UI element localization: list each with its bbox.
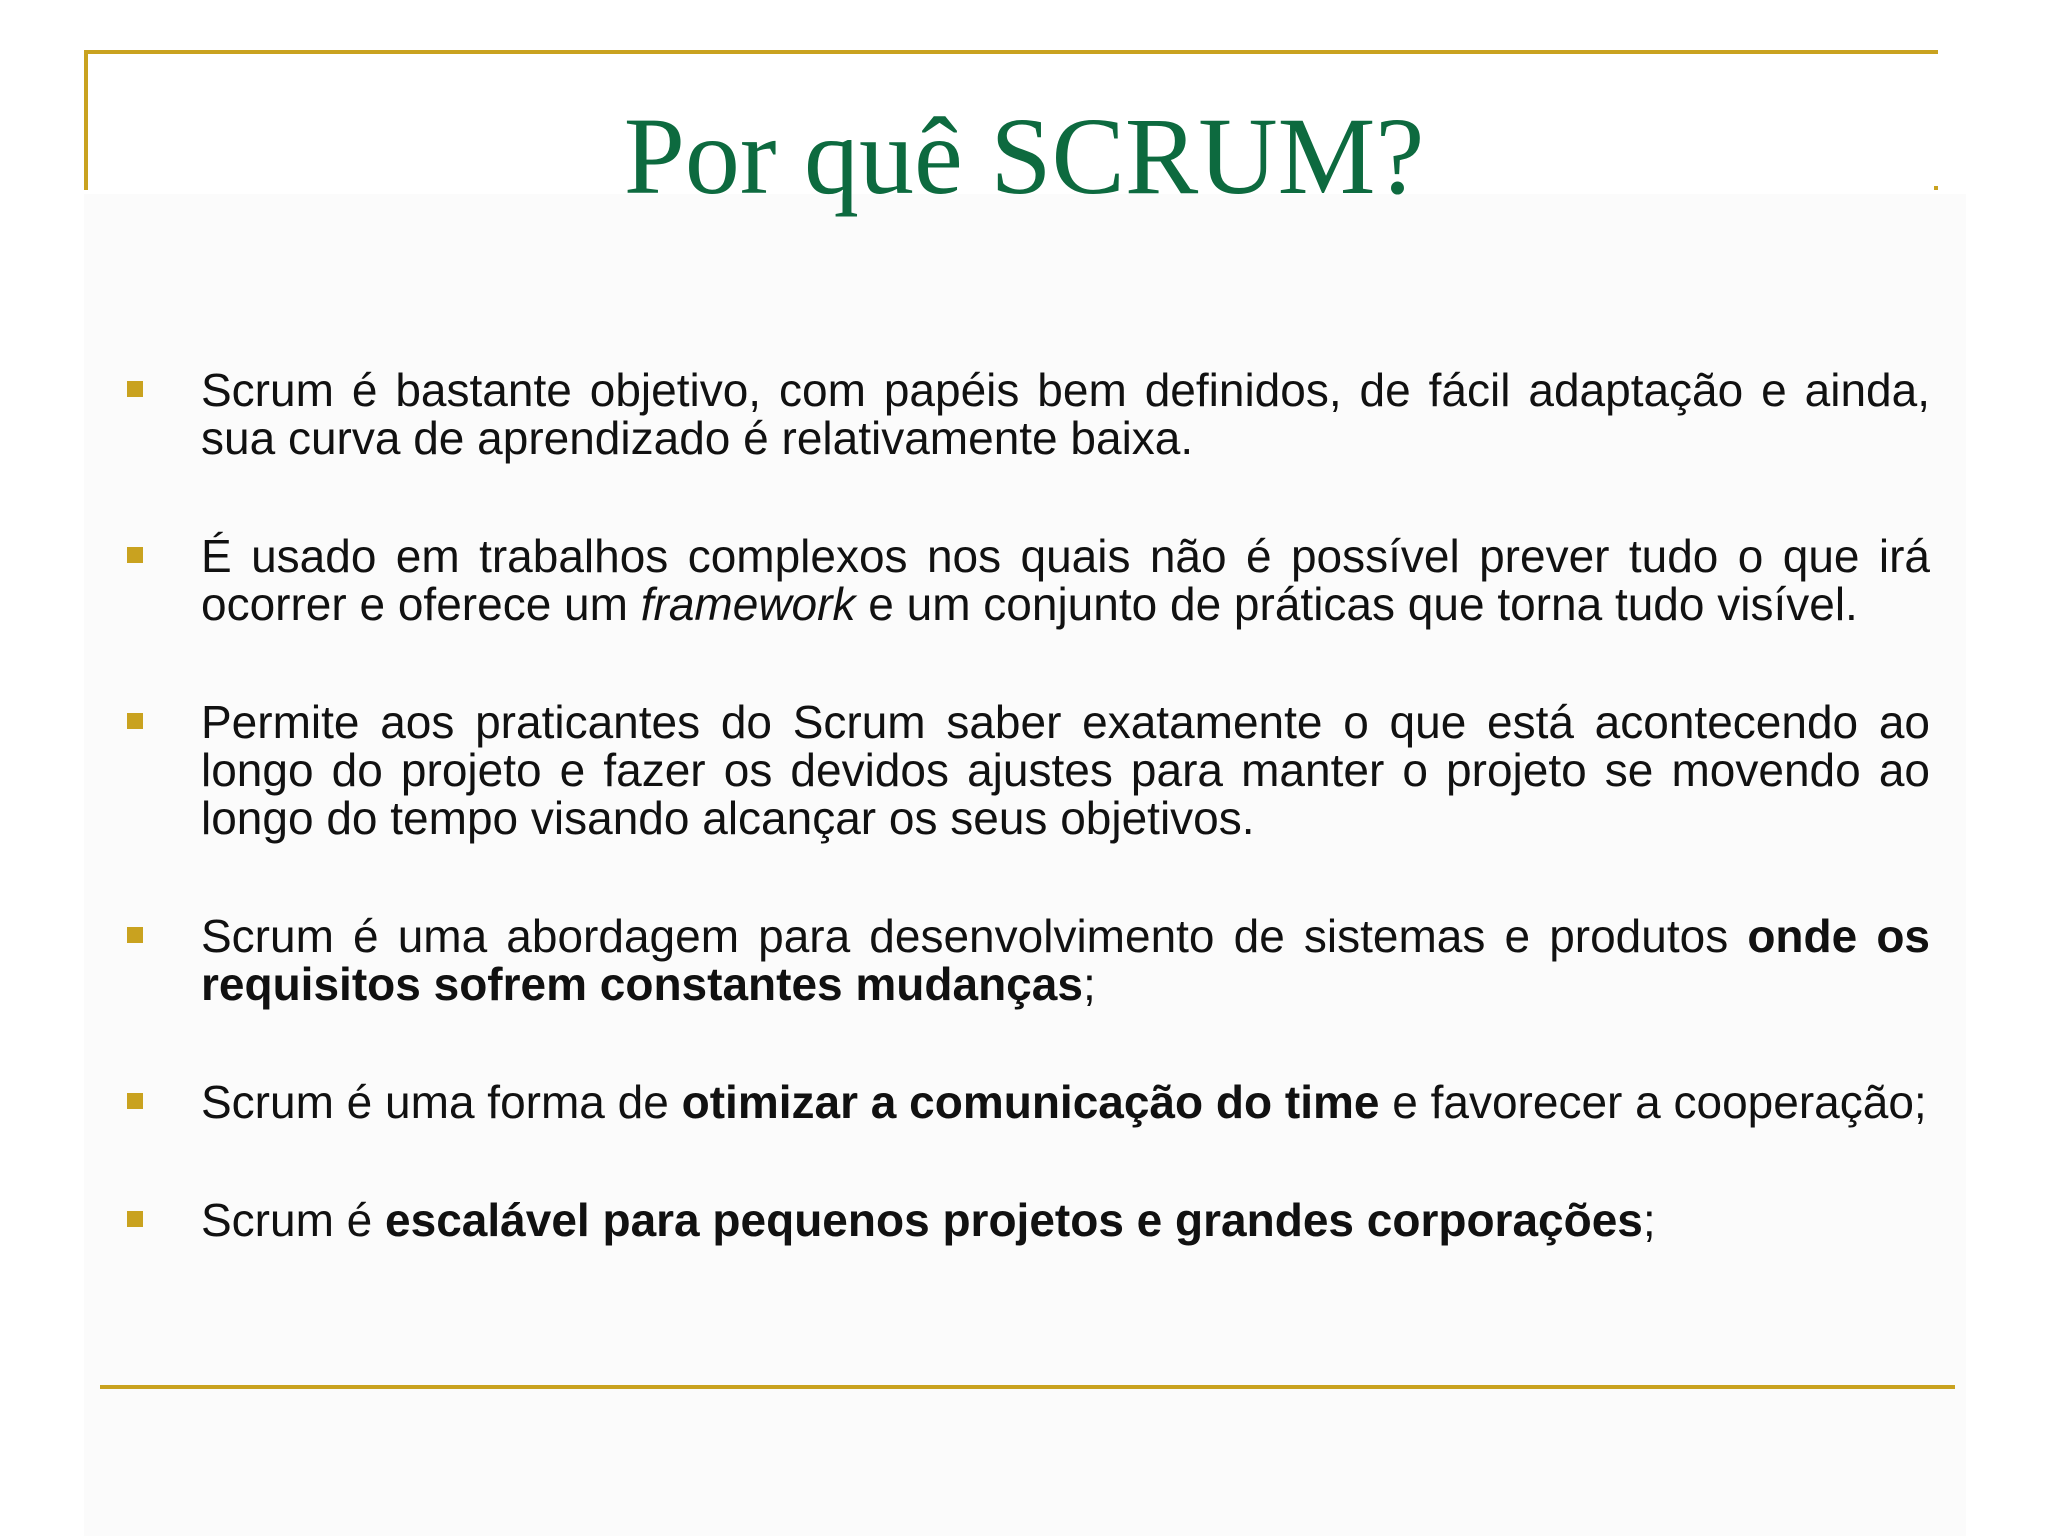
square-bullet-icon — [127, 713, 143, 729]
bullet-list — [124, 366, 1930, 1314]
bullet-text-strong: escalável para pequenos projetos e grandes corporações — [385, 1194, 1643, 1246]
bullet-text-strong: onde os requisitos sofrem constantes mudanças — [201, 910, 1930, 1010]
bullet-item — [124, 366, 1930, 462]
bullet-text-segment: ; — [1082, 958, 1096, 1010]
bullet-text-strong: otimizar a comunicação do time — [681, 1076, 1380, 1128]
frame-bottom-rule — [100, 1385, 1955, 1389]
bullet-text — [201, 366, 1930, 462]
bullet-text-segment: Scrum é — [201, 1194, 386, 1246]
square-bullet-icon — [127, 547, 143, 563]
slide-title: Por quê SCRUM? — [623, 95, 1425, 217]
bullet-item — [124, 532, 1930, 628]
bullet-text-segment: Scrum é uma abordagem para desenvolvimento de sistemas e produtos — [201, 910, 1748, 962]
bullet-text — [201, 912, 1930, 1008]
bullet-text — [201, 1196, 1930, 1244]
square-bullet-icon — [127, 381, 143, 397]
square-bullet-icon — [127, 1093, 143, 1109]
bullet-text — [201, 1078, 1930, 1126]
square-bullet-icon — [127, 1211, 143, 1227]
square-bullet-icon — [127, 927, 143, 943]
bullet-text-segment: É usado em trabalhos complexos nos quais não é possível prever tudo o que irá ocorrer e oferece um — [201, 530, 1930, 630]
bullet-text-segment: ; — [1642, 1194, 1656, 1246]
bullet-text-segment: e favorecer a cooperação; — [1379, 1076, 1927, 1128]
bullet-text-segment: e um conjunto de práticas que torna tudo visível. — [855, 578, 1858, 630]
bullet-text-emphasis: framework — [640, 578, 856, 630]
frame-top-rule — [84, 50, 1938, 54]
bullet-text — [201, 532, 1930, 628]
bullet-text-segment: Permite aos praticantes do Scrum saber exatamente o que está acontecendo ao longo do projeto e fazer os devidos ajustes para manter o projeto se movendo ao longo do tempo visando alcançar os seus objetivos. — [201, 696, 1930, 844]
bullet-text-segment: Scrum é bastante objetivo, com papéis bem definidos, de fácil adaptação e ainda, sua curva de aprendizado é relativamente baixa. — [201, 364, 1930, 464]
bullet-item — [124, 698, 1930, 842]
bullet-text-segment: Scrum é uma forma de — [201, 1076, 682, 1128]
bullet-item — [124, 1196, 1930, 1244]
bullet-item — [124, 1078, 1930, 1126]
bullet-item — [124, 912, 1930, 1008]
bullet-text — [201, 698, 1930, 842]
